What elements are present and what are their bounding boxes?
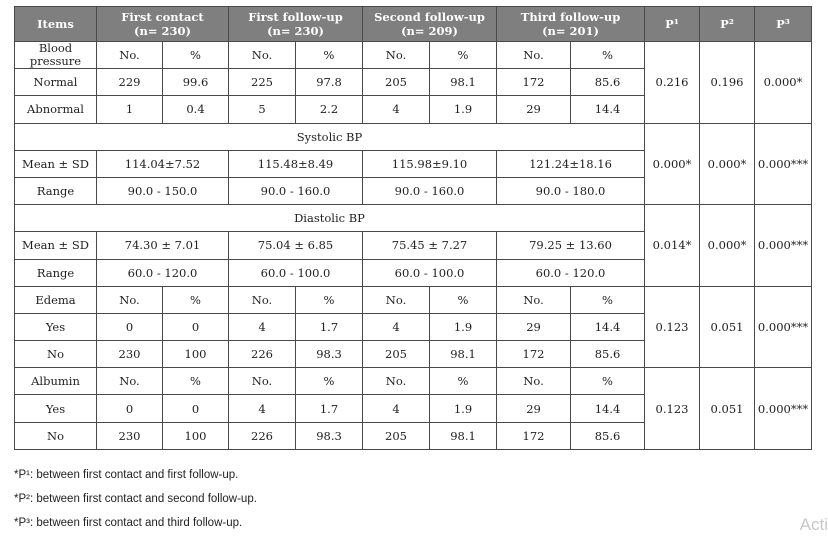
row-label: Range (15, 259, 97, 286)
cell: 97.8 (296, 69, 363, 96)
cell: 4 (229, 395, 296, 422)
cell: 225 (229, 69, 296, 96)
row-label: Yes (15, 395, 97, 422)
diastolic-p1: 0.014* (645, 205, 700, 287)
edema-subheader-row (15, 286, 812, 313)
footnote-p3: *P³: between first contact and third follow-up. (14, 517, 243, 529)
footnote-p1: *P¹: between first contact and first follow-up. (14, 469, 239, 481)
cell: 115.48±8.49 (229, 150, 363, 177)
cell: 229 (97, 69, 163, 96)
cell: 1.7 (296, 395, 363, 422)
cell: 60.0 - 100.0 (363, 259, 497, 286)
col-pct: % (163, 286, 229, 313)
header-second-followup (363, 7, 497, 42)
col-no: No. (229, 368, 296, 395)
cell: 98.1 (430, 422, 497, 449)
bp-label: Blood pressure (15, 42, 97, 69)
cell: 172 (497, 422, 571, 449)
header-first-contact (97, 7, 229, 42)
albumin-p1: 0.123 (645, 368, 700, 450)
col-no: No. (229, 42, 296, 69)
albumin-subheader-row (15, 368, 812, 395)
col-pct: % (163, 42, 229, 69)
bp-subheader-row (15, 42, 812, 69)
row-label: No (15, 341, 97, 368)
col-pct: % (296, 368, 363, 395)
diastolic-title: Diastolic BP (15, 205, 645, 232)
systolic-p2: 0.000* (700, 123, 755, 205)
cell: 121.24±18.16 (497, 150, 645, 177)
header-second-followup-label: Second follow-up (374, 10, 485, 24)
cell: 60.0 - 100.0 (229, 259, 363, 286)
cell: 75.04 ± 6.85 (229, 232, 363, 259)
header-first-contact-label: First contact (121, 10, 204, 24)
header-first-followup-label: First follow-up (248, 10, 343, 24)
cell: 90.0 - 150.0 (97, 177, 229, 204)
cell: 75.45 ± 7.27 (363, 232, 497, 259)
header-p1: P¹ (645, 7, 700, 42)
cell: 60.0 - 120.0 (97, 259, 229, 286)
row-label: Mean ± SD (15, 232, 97, 259)
cell: 172 (497, 69, 571, 96)
col-pct: % (296, 286, 363, 313)
systolic-section-row (15, 123, 812, 150)
col-pct: % (430, 286, 497, 313)
row-label: Range (15, 177, 97, 204)
cell: 100 (163, 422, 229, 449)
cell: 115.98±9.10 (363, 150, 497, 177)
cell: 99.6 (163, 69, 229, 96)
albumin-label: Albumin (15, 368, 97, 395)
col-no: No. (363, 286, 430, 313)
cell: 0 (97, 395, 163, 422)
header-items: Items (15, 7, 97, 42)
cell: 79.25 ± 13.60 (497, 232, 645, 259)
cell: 4 (229, 313, 296, 340)
cell: 205 (363, 422, 430, 449)
cell: 0 (97, 313, 163, 340)
cell: 172 (497, 341, 571, 368)
diastolic-section-row (15, 205, 812, 232)
cell: 1 (97, 96, 163, 123)
edema-p3: 0.000*** (755, 286, 812, 368)
cell: 205 (363, 69, 430, 96)
systolic-p1: 0.000* (645, 123, 700, 205)
results-table (14, 6, 812, 450)
row-label: Yes (15, 313, 97, 340)
edema-label: Edema (15, 286, 97, 313)
cell: 0.4 (163, 96, 229, 123)
cell: 98.3 (296, 422, 363, 449)
header-first-followup (229, 7, 363, 42)
edema-p2: 0.051 (700, 286, 755, 368)
col-no: No. (497, 42, 571, 69)
col-no: No. (497, 286, 571, 313)
col-no: No. (229, 286, 296, 313)
row-label: Abnormal (15, 96, 97, 123)
cell: 5 (229, 96, 296, 123)
col-no: No. (497, 368, 571, 395)
col-pct: % (571, 42, 645, 69)
row-label: No (15, 422, 97, 449)
col-no: No. (363, 368, 430, 395)
edema-p1: 0.123 (645, 286, 700, 368)
cell: 74.30 ± 7.01 (97, 232, 229, 259)
col-pct: % (571, 286, 645, 313)
col-no: No. (97, 42, 163, 69)
albumin-p2: 0.051 (700, 368, 755, 450)
row-label: Normal (15, 69, 97, 96)
cell: 29 (497, 96, 571, 123)
header-third-followup (497, 7, 645, 42)
cell: 114.04±7.52 (97, 150, 229, 177)
activation-watermark: Acti (799, 515, 828, 534)
col-no: No. (363, 42, 430, 69)
row-label: Mean ± SD (15, 150, 97, 177)
col-no: No. (97, 286, 163, 313)
header-row (15, 7, 812, 42)
cell: 230 (97, 341, 163, 368)
cell: 85.6 (571, 341, 645, 368)
cell: 90.0 - 160.0 (363, 177, 497, 204)
cell: 1.7 (296, 313, 363, 340)
systolic-p3: 0.000*** (755, 123, 812, 205)
cell: 85.6 (571, 422, 645, 449)
diastolic-p2: 0.000* (700, 205, 755, 287)
cell: 98.3 (296, 341, 363, 368)
header-p2: P² (700, 7, 755, 42)
col-pct: % (296, 42, 363, 69)
cell: 85.6 (571, 69, 645, 96)
col-pct: % (571, 368, 645, 395)
cell: 14.4 (571, 313, 645, 340)
cell: 226 (229, 341, 296, 368)
header-third-followup-n: (n= 201) (542, 24, 599, 38)
cell: 29 (497, 313, 571, 340)
cell: 90.0 - 160.0 (229, 177, 363, 204)
cell: 4 (363, 96, 430, 123)
header-first-contact-n: (n= 230) (134, 24, 191, 38)
cell: 4 (363, 313, 430, 340)
cell: 1.9 (430, 395, 497, 422)
cell: 14.4 (571, 96, 645, 123)
cell: 1.9 (430, 313, 497, 340)
footnote-p2: *P²: between first contact and second follow-up. (14, 493, 257, 505)
header-p3: P³ (755, 7, 812, 42)
col-pct: % (163, 368, 229, 395)
cell: 100 (163, 341, 229, 368)
bp-p3: 0.000* (755, 42, 812, 124)
col-pct: % (430, 42, 497, 69)
cell: 0 (163, 395, 229, 422)
cell: 226 (229, 422, 296, 449)
cell: 29 (497, 395, 571, 422)
cell: 0 (163, 313, 229, 340)
header-third-followup-label: Third follow-up (520, 10, 621, 24)
col-pct: % (430, 368, 497, 395)
cell: 205 (363, 341, 430, 368)
cell: 2.2 (296, 96, 363, 123)
cell: 230 (97, 422, 163, 449)
cell: 60.0 - 120.0 (497, 259, 645, 286)
bp-p2: 0.196 (700, 42, 755, 124)
col-no: No. (97, 368, 163, 395)
header-second-followup-n: (n= 209) (401, 24, 458, 38)
cell: 98.1 (430, 341, 497, 368)
cell: 90.0 - 180.0 (497, 177, 645, 204)
diastolic-p3: 0.000*** (755, 205, 812, 287)
header-first-followup-n: (n= 230) (267, 24, 324, 38)
albumin-p3: 0.000*** (755, 368, 812, 450)
cell: 1.9 (430, 96, 497, 123)
systolic-title: Systolic BP (15, 123, 645, 150)
cell: 4 (363, 395, 430, 422)
cell: 14.4 (571, 395, 645, 422)
bp-p1: 0.216 (645, 42, 700, 124)
cell: 98.1 (430, 69, 497, 96)
